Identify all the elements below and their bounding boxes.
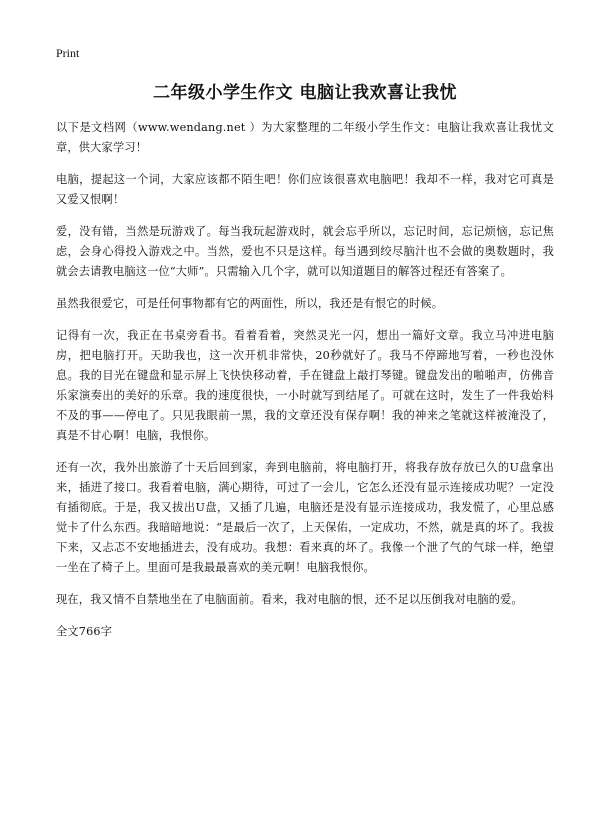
print-link[interactable]: Print	[56, 46, 80, 60]
body-paragraph-5: 还有一次，我外出旅游了十天后回到家，奔到电脑前，将电脑打开，将我存放存放已久的U盘拿出来，插进了接口。我看着电脑，满心期待，可过了一会儿，它怎么还没有显示连接成功呢？一定没有插彻底。于是，我又拔出U盘，又插了几遍，电脑还是没有显示连接成功，我发慌了，心里总感觉卡了什么东西。我暗暗地说：“是最后一次了，上天保佑，一定成功，不然，就是真的坏了。我拔下来，又忐忑不安地插进去，没有成功。我想：看来真的坏了。我像一个泄了气的气球一样，绝望一坐在了椅子上。里面可是我最最喜欢的美元啊！电脑我恨你。	[56, 461, 554, 574]
body-paragraph-3: 虽然我很爱它，可是任何事物都有它的两面性，所以，我还是有恨它的时候。	[56, 297, 444, 310]
body-paragraph-1: 电脑，提起这一个词，大家应该都不陌生吧！你们应该很喜欢电脑吧！我却不一样，我对它可真是又爱又恨啊！	[56, 173, 554, 206]
intro-paragraph: 以下是文档网（www.wendang.net ）为大家整理的二年级小学生作文：电脑让我欢喜让我忧文章，供大家学习！	[56, 121, 554, 154]
article-body	[56, 118, 554, 654]
word-count: 全文766字	[56, 625, 113, 638]
body-paragraph-4: 记得有一次，我正在书桌旁看书。看着看着，突然灵光一闪，想出一篇好文章。我立马冲进电脑房，把电脑打开。天助我也，这一次开机非常快，20秒就好了。我马不停蹄地写着，一秒也没休息。我的目光在键盘和显示屏上飞快快移动着，手在键盘上敲打琴键。键盘发出的啪啪声，仿佛音乐家演奏出的美好的乐章。我的速度很快，一小时就写到结尾了。可就在这时，发生了一件我始料不及的事——停电了。只见我眼前一黑，我的文章还没有保存啊！我的神来之笔就这样被淹没了，真是不甘心啊！电脑，我恨你。	[56, 329, 554, 442]
body-paragraph-2: 爱，没有错，当然是玩游戏了。每当我玩起游戏时，就会忘乎所以，忘记时间，忘记烦恼，忘记焦虑，会身心得投入游戏之中。当然，爱也不只是这样。每当遇到绞尽脑汁也不会做的奥数题时，我就会去请教电脑这一位“大师”。只需输入几个字，就可以知道题目的解答过程还有答案了。	[56, 225, 554, 278]
article-title: 二年级小学生作文 电脑让我欢喜让我忧	[153, 83, 457, 103]
body-paragraph-6: 现在，我又情不自禁地坐在了电脑面前。看来，我对电脑的恨，还不足以压倒我对电脑的爱。	[56, 593, 523, 606]
